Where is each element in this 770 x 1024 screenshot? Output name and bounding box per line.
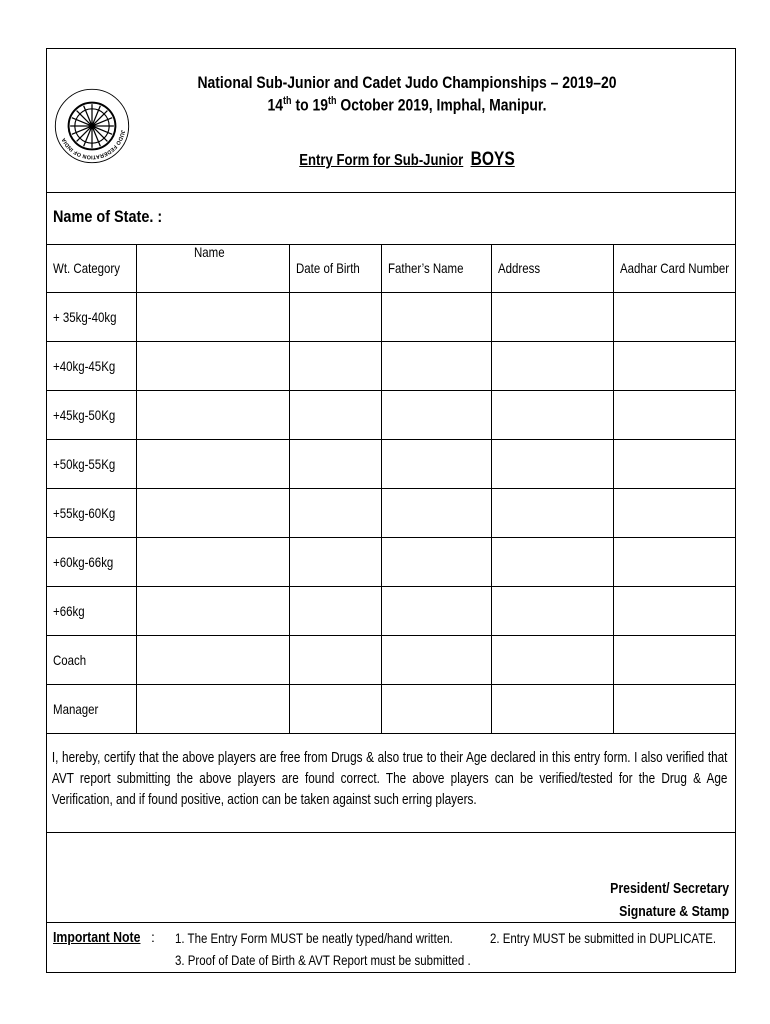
form-title: Entry Form for Sub-Junior BOYS [299, 149, 515, 170]
dob-cell[interactable] [289, 293, 381, 342]
fathers-name-cell[interactable] [381, 685, 491, 734]
dob-cell[interactable] [289, 587, 381, 636]
col-header-address: Address [491, 244, 613, 293]
important-note [47, 922, 735, 973]
dob-cell[interactable] [289, 342, 381, 391]
fathers-name-cell[interactable] [381, 636, 491, 685]
fathers-name-cell[interactable] [381, 440, 491, 489]
address-cell[interactable] [491, 636, 613, 685]
fathers-name-cell[interactable] [381, 587, 491, 636]
col-header-dob: Date of Birth [289, 244, 381, 293]
fathers-name-cell[interactable] [381, 489, 491, 538]
name-cell[interactable] [136, 293, 289, 342]
fathers-name-cell[interactable] [381, 391, 491, 440]
address-cell[interactable] [491, 587, 613, 636]
name-cell[interactable] [136, 489, 289, 538]
name-cell[interactable] [136, 685, 289, 734]
dob-cell[interactable] [289, 489, 381, 538]
row-label: + 35kg-40kg [47, 293, 136, 342]
championship-dates: 14th to 19th October 2019, Imphal, Manipur. [267, 95, 547, 115]
note-item-2: 2. Entry MUST be submitted in DUPLICATE. [490, 930, 717, 946]
entry-form [46, 48, 736, 973]
table-row [47, 293, 735, 342]
name-cell[interactable] [136, 636, 289, 685]
aadhar-cell[interactable] [613, 587, 735, 636]
address-cell[interactable] [491, 489, 613, 538]
aadhar-cell[interactable] [613, 538, 735, 587]
aadhar-cell[interactable] [613, 489, 735, 538]
note-item-1: 1. The Entry Form MUST be neatly typed/hand written. [175, 930, 453, 946]
judo-federation-logo [53, 87, 131, 165]
row-label: Manager [47, 685, 136, 734]
table-header-row [47, 244, 735, 293]
form-header [47, 49, 735, 193]
row-label: +50kg-55Kg [47, 440, 136, 489]
row-label: +45kg-50Kg [47, 391, 136, 440]
address-cell[interactable] [491, 440, 613, 489]
certification-text: I, hereby, certify that the above players are free from Drugs & also true to their Age declared in this entry form. I also verified that AVT report submitting the above players are found correct. The above players can be verified/tested for the Drug & Age Verification, and if found positive, action can be taken against such erring players. [51, 750, 728, 808]
form-category: BOYS [470, 149, 515, 170]
signature-block[interactable] [47, 832, 735, 922]
name-cell[interactable] [136, 440, 289, 489]
row-label: +60kg-66kg [47, 538, 136, 587]
dob-cell[interactable] [289, 636, 381, 685]
fathers-name-cell[interactable] [381, 538, 491, 587]
address-cell[interactable] [491, 342, 613, 391]
table-row [47, 391, 735, 440]
name-cell[interactable] [136, 342, 289, 391]
aadhar-cell[interactable] [613, 293, 735, 342]
name-cell[interactable] [136, 391, 289, 440]
table-row [47, 440, 735, 489]
table-row [47, 636, 735, 685]
row-label: +66kg [47, 587, 136, 636]
table-row [47, 587, 735, 636]
state-name-row[interactable] [47, 192, 735, 245]
col-header-aadhar: Aadhar Card Number [613, 244, 735, 293]
aadhar-cell[interactable] [613, 440, 735, 489]
table-row [47, 538, 735, 587]
address-cell[interactable] [491, 293, 613, 342]
note-colon: : [151, 929, 155, 945]
col-header-wt-category: Wt. Category [47, 244, 136, 293]
state-name-label: Name of State. : [53, 207, 163, 226]
dob-cell[interactable] [289, 440, 381, 489]
address-cell[interactable] [491, 538, 613, 587]
col-header-fathers-name: Father’s Name [381, 244, 491, 293]
aadhar-cell[interactable] [613, 342, 735, 391]
aadhar-cell[interactable] [613, 636, 735, 685]
signature-stamp-label: Signature & Stamp [618, 903, 729, 920]
signatory-title: President/ Secretary [610, 880, 729, 897]
fathers-name-cell[interactable] [381, 342, 491, 391]
table-row [47, 342, 735, 391]
aadhar-cell[interactable] [613, 391, 735, 440]
table-row [47, 489, 735, 538]
table-row [47, 685, 735, 734]
name-cell[interactable] [136, 538, 289, 587]
row-label: +55kg-60Kg [47, 489, 136, 538]
entry-table [47, 244, 735, 734]
important-note-label: Important Note [53, 929, 141, 946]
svg-text:JUDO FEDERATION OF INDIA: JUDO FEDERATION OF INDIA [61, 129, 126, 160]
address-cell[interactable] [491, 685, 613, 734]
dob-cell[interactable] [289, 391, 381, 440]
certification-statement [47, 742, 735, 833]
aadhar-cell[interactable] [613, 685, 735, 734]
dob-cell[interactable] [289, 685, 381, 734]
fathers-name-cell[interactable] [381, 293, 491, 342]
note-item-3: 3. Proof of Date of Birth & AVT Report must be submitted . [175, 952, 471, 968]
dob-cell[interactable] [289, 538, 381, 587]
championship-title: National Sub-Junior and Cadet Judo Championships – 2019–20 [197, 73, 617, 92]
col-header-name: Name [136, 244, 289, 293]
row-label: +40kg-45Kg [47, 342, 136, 391]
row-label: Coach [47, 636, 136, 685]
name-cell[interactable] [136, 587, 289, 636]
address-cell[interactable] [491, 391, 613, 440]
